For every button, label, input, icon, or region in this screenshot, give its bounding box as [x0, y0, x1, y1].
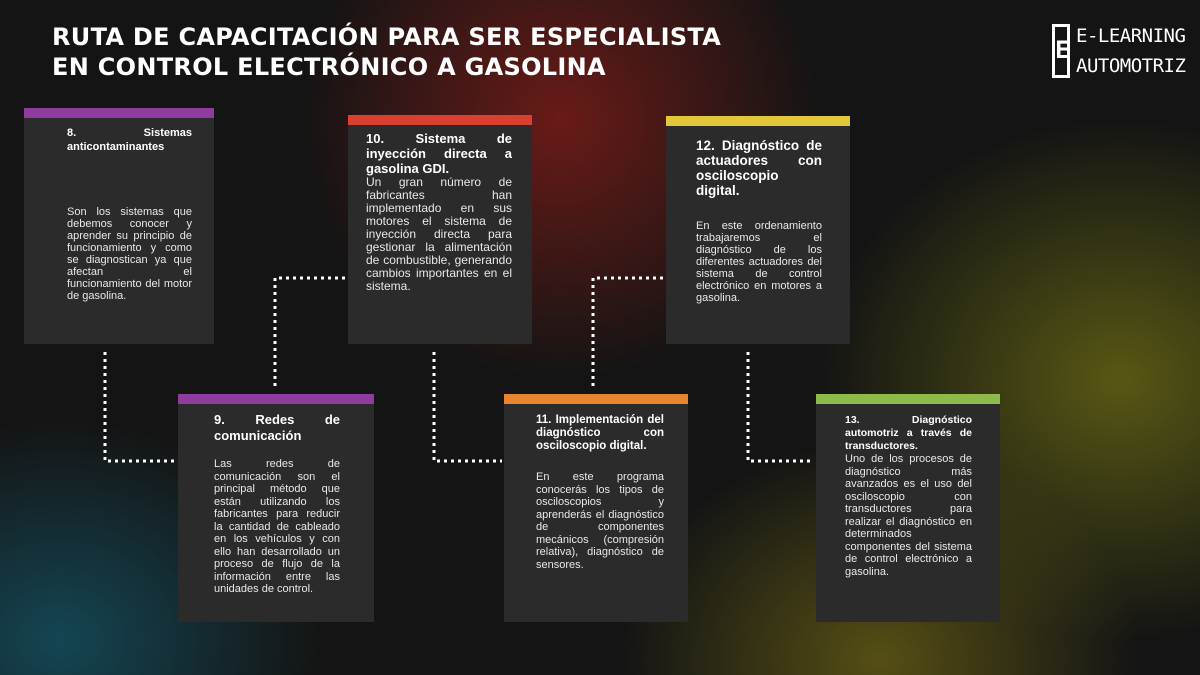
step-card-12-body: En este ordenamiento trabajaremos el diagnóstico de los diferentes actuadores del sistema de control electrónico en motores a gasolina. [696, 220, 822, 304]
logo-line-1: E-LEARNING [1076, 25, 1186, 47]
step-card-9-title: 9. Redes de comunicación [214, 412, 340, 443]
connector-8-to-9 [105, 352, 176, 461]
step-card-11-title: 11. Implementación del diagnóstico con osciloscopio digital. [536, 414, 664, 452]
connector-11-to-12 [593, 278, 664, 386]
step-card-13-title: 13. Diagnóstico automotriz a través de transductores. [845, 414, 972, 452]
page-title-line-2: EN CONTROL ELECTRÓNICO A GASOLINA [52, 53, 606, 81]
step-card-12-title: 12. Diagnóstico de actuadores con osciloscopio digital. [696, 138, 822, 198]
connector-12-to-13 [748, 352, 814, 461]
step-card-10 [348, 115, 532, 344]
step-card-11-body: En este programa conocerás los tipos de osciloscopios y aprenderás el diagnóstico de componentes mecánicos (compresión relativa), diagnóstico de sensores. [536, 471, 664, 571]
step-card-8-title: 8. Sistemas anticontaminantes [67, 127, 192, 153]
step-card-8-color-bar [24, 108, 214, 118]
step-card-11 [504, 394, 688, 622]
step-card-10-body: Un gran número de fabricantes han implementado en sus motores el sistema de inyección directa para gestionar la alimentación de combustible, generando cambios importantes en el sistema. [366, 175, 512, 293]
step-card-9-body: Las redes de comunicación son el principal método que están utilizando los fabricantes para reducir la cantidad de cableado en los vehículos y con ello han desarrollado un proceso de flujo de la información entre las unidades de control. [214, 458, 340, 595]
step-card-10-color-bar [348, 115, 532, 125]
step-card-9 [178, 394, 374, 622]
connector-10-to-11 [434, 352, 502, 461]
logo-mark: E [1052, 24, 1070, 78]
page-title-line-1: RUTA DE CAPACITACIÓN PARA SER ESPECIALISTA [52, 23, 722, 51]
step-card-9-color-bar [178, 394, 374, 404]
step-card-13-color-bar [816, 394, 1000, 404]
step-card-8-body: Son los sistemas que debemos conocer y aprender su principio de funcionamiento y como se diagnostican ya que afectan el funcionamiento del motor de gasolina. [67, 206, 192, 302]
logo-line-2: AUTOMOTRIZ [1076, 55, 1186, 77]
step-card-12-color-bar [666, 116, 850, 126]
connector-9-to-10 [275, 278, 346, 386]
step-card-8 [24, 108, 214, 344]
step-card-13-body: Uno de los procesos de diagnóstico más avanzados es el uso del osciloscopio con transductores para realizar el diagnóstico en determinados componentes del sistema de control electrónico a gasolina. [845, 453, 972, 578]
step-card-10-title: 10. Sistema de inyección directa a gasolina GDI. [366, 131, 512, 176]
step-card-12 [666, 116, 850, 344]
step-card-11-color-bar [504, 394, 688, 404]
step-card-13 [816, 394, 1000, 622]
